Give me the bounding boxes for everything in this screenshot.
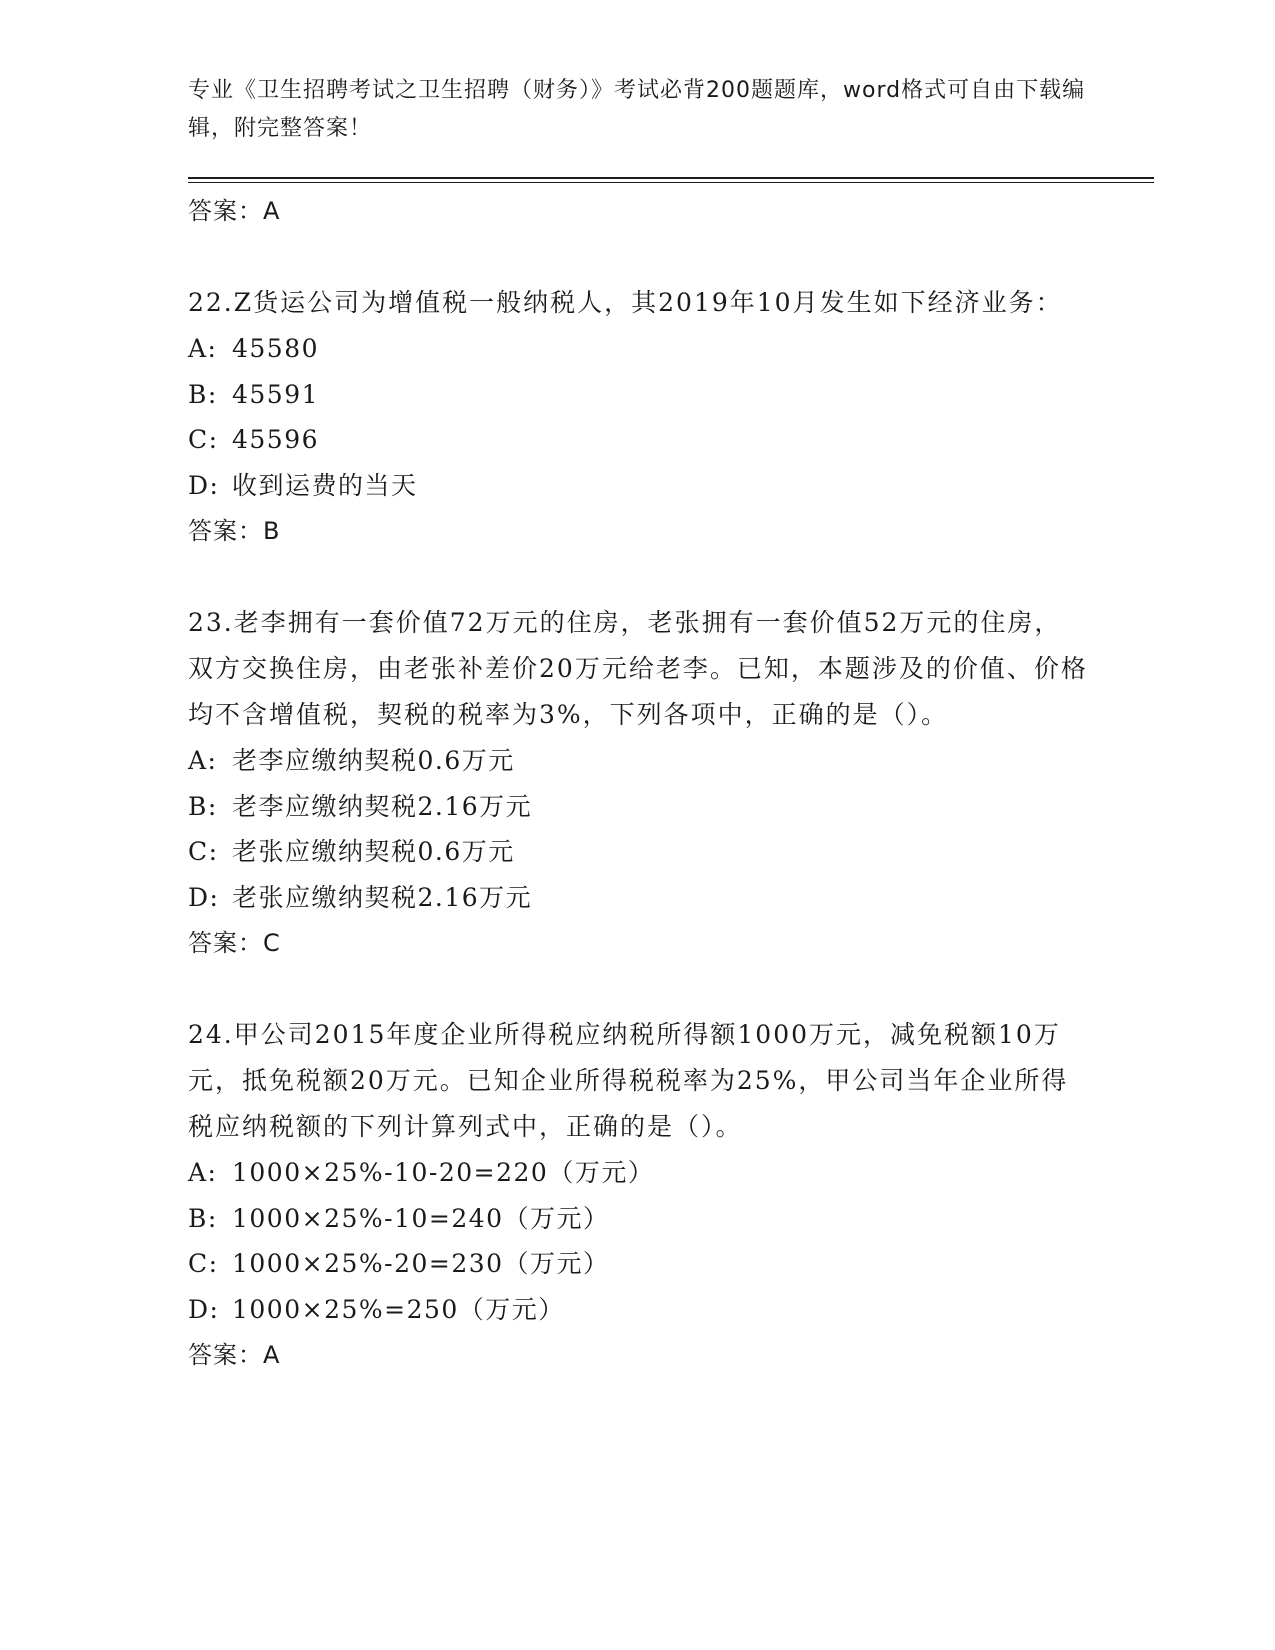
option-label: D: xyxy=(188,1294,220,1324)
answer-23: 答案：C xyxy=(188,929,281,957)
option-label: B: xyxy=(188,791,218,821)
question-list xyxy=(188,188,1088,1378)
option-text: 老李应缴纳契税0.6万元 xyxy=(232,746,515,775)
option-label: D: xyxy=(188,470,220,500)
question-23 xyxy=(188,600,1088,966)
option-d xyxy=(188,875,1088,921)
option-text: 老李应缴纳契税2.16万元 xyxy=(232,791,533,821)
option-text: 1000×25%-10-20=220（万元） xyxy=(232,1158,655,1187)
option-c xyxy=(188,829,1088,875)
question-22 xyxy=(188,280,1088,554)
option-label: C: xyxy=(188,1249,219,1278)
option-text: 老张应缴纳契税0.6万元 xyxy=(232,837,515,866)
option-c xyxy=(188,417,1088,463)
header-divider-thick xyxy=(188,177,1154,179)
question-text: 24.甲公司2015年度企业所得税应纳税所得额1000万元，减免税额10万元，抵免税额20万元。已知企业所得税税率为25%，甲公司当年企业所得税应纳税额的下列计算列式中，正确的是（）。 xyxy=(188,1020,1069,1141)
option-d xyxy=(188,463,1088,509)
option-label: A: xyxy=(188,746,218,775)
previous-answer: 答案：A xyxy=(188,197,281,225)
option-text: 1000×25%=250（万元） xyxy=(232,1294,565,1324)
option-text: 老张应缴纳契税2.16万元 xyxy=(232,882,533,912)
option-a xyxy=(188,1150,1088,1196)
option-text: 1000×25%-20=230（万元） xyxy=(232,1249,610,1278)
option-a xyxy=(188,326,1088,372)
answer-24: 答案：A xyxy=(188,1341,281,1369)
option-b xyxy=(188,1196,1088,1242)
question-24 xyxy=(188,1012,1088,1378)
option-text: 45596 xyxy=(232,425,320,454)
option-text: 1000×25%-10=240（万元） xyxy=(232,1203,610,1233)
option-text: 45580 xyxy=(232,334,320,363)
option-label: C: xyxy=(188,837,219,866)
answer-22: 答案：B xyxy=(188,517,281,545)
option-text: 45591 xyxy=(232,379,320,409)
option-label: C: xyxy=(188,425,219,454)
page-header: 专业《卫生招聘考试之卫生招聘（财务）》考试必背200题题库，word格式可自由下载编辑，附完整答案！ xyxy=(188,78,1086,141)
option-b xyxy=(188,372,1088,418)
option-b xyxy=(188,784,1088,830)
question-text: 23.老李拥有一套价值72万元的住房，老张拥有一套价值52万元的住房，双方交换住房，由老张补差价20万元给老李。已知，本题涉及的价值、价格均不含增值税，契税的税率为3%，下列各项中，正确的是（）。 xyxy=(188,608,1088,729)
option-d xyxy=(188,1287,1088,1333)
option-label: A: xyxy=(188,1158,218,1187)
header-divider-thin xyxy=(188,182,1154,183)
option-c xyxy=(188,1241,1088,1287)
question-text: 22.Z货运公司为增值税一般纳税人，其2019年10月发生如下经济业务： xyxy=(188,288,1063,317)
option-label: B: xyxy=(188,379,218,409)
option-label: A: xyxy=(188,334,218,363)
option-label: D: xyxy=(188,882,220,912)
option-a xyxy=(188,738,1088,784)
option-text: 收到运费的当天 xyxy=(232,470,418,500)
option-label: B: xyxy=(188,1203,218,1233)
